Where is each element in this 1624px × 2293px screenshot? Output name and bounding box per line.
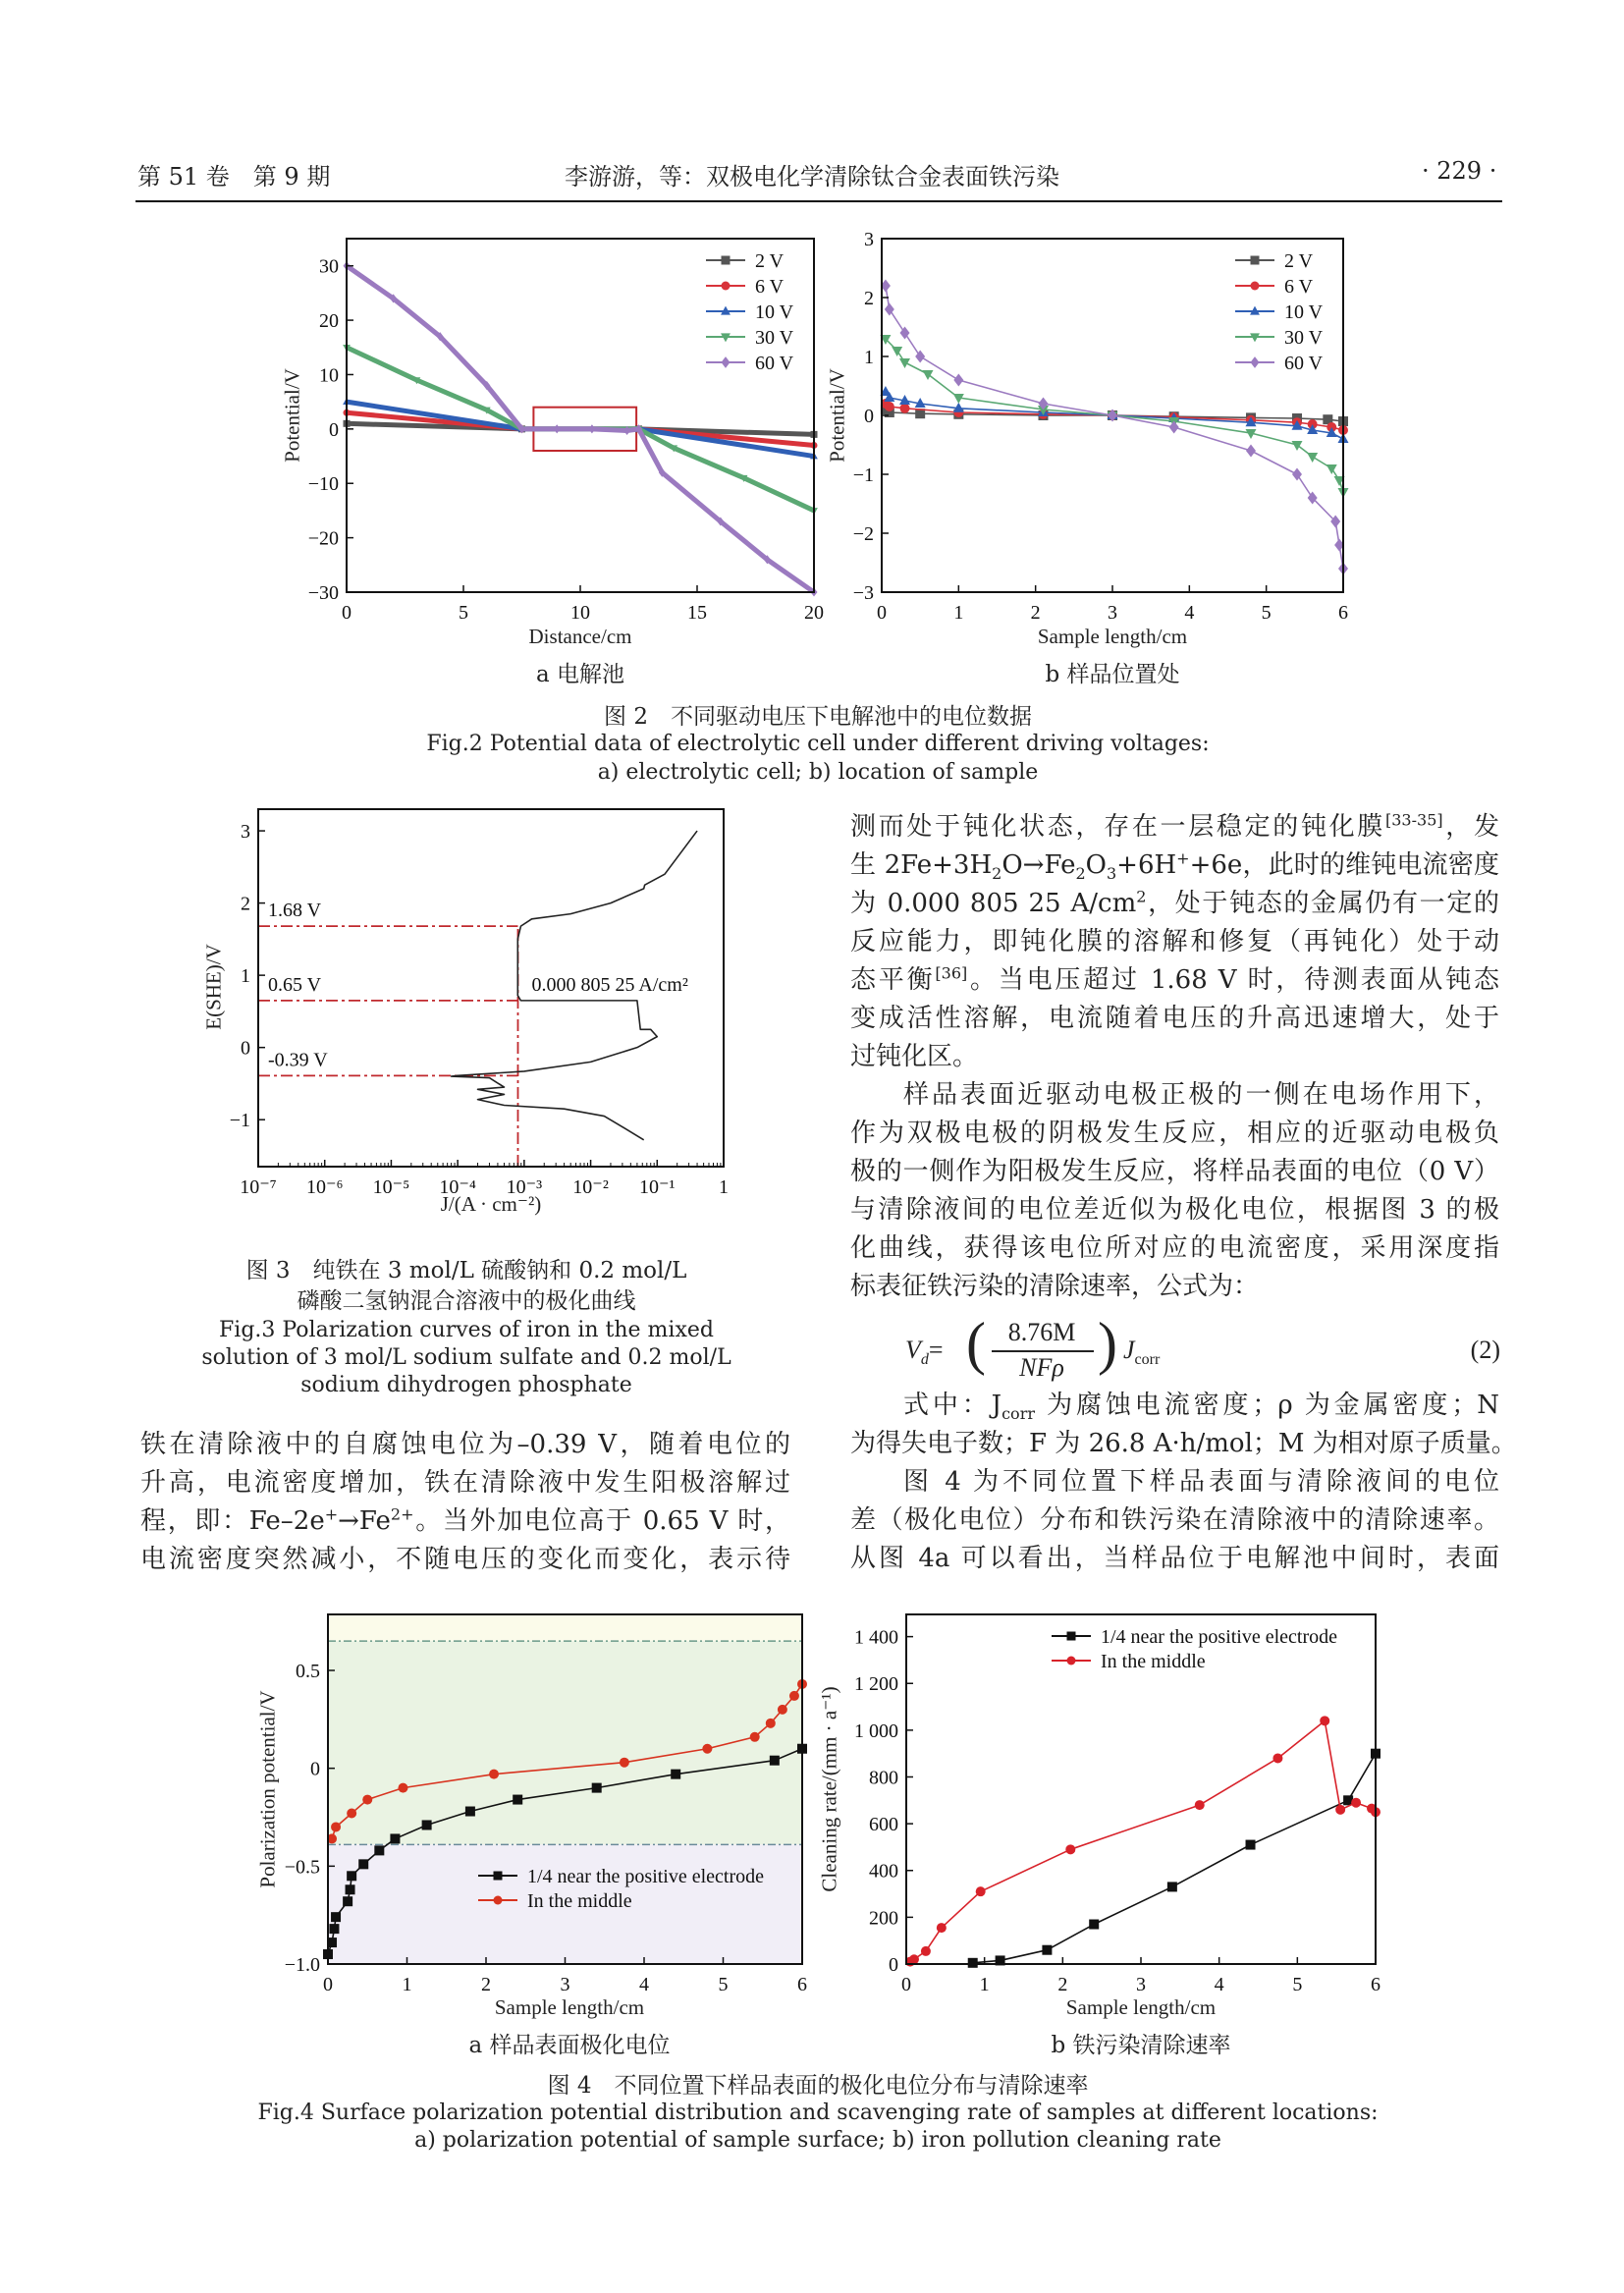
legend-label: 1/4 near the positive electrode	[527, 1866, 765, 1887]
text-run: ，处于钝态的金属仍有一定的	[1146, 889, 1499, 918]
data-point	[1065, 1844, 1075, 1854]
x-tick-label: 0	[342, 602, 352, 624]
text-run: 反应能力，即钝化膜的溶解和修复（再钝化）处于动	[850, 927, 1499, 956]
text-line	[140, 1541, 790, 1579]
text-line	[850, 885, 1499, 923]
fig4b-subcaption: b 铁污染清除速率	[1051, 2033, 1231, 2058]
x-tick-label: 4	[1214, 1974, 1224, 1995]
text-run: 测而处于钝化状态，存在一层稳定的钝化膜	[850, 812, 1385, 842]
fig4b-ylabel: Cleaning rate/(mm · a⁻¹)	[817, 1686, 841, 1892]
text-line	[850, 1076, 1499, 1115]
text-run: 差（极化电位）分布和铁污染在清除液中的清除速率。	[850, 1505, 1499, 1535]
y-tick-label: −3	[852, 582, 874, 604]
fig4-title-en-2: a) polarization potential of sample surface; b) iron pollution cleaning rate	[414, 2128, 1221, 2153]
data-point	[374, 1845, 384, 1855]
legend-label: 10 V	[1284, 301, 1324, 323]
x-tick-label: 10	[570, 602, 590, 624]
data-point	[1335, 1805, 1345, 1815]
text-line	[850, 1268, 1499, 1306]
y-tick-label: 0	[329, 418, 339, 441]
data-point	[1042, 1945, 1052, 1955]
data-point	[1320, 1716, 1329, 1725]
x-tick-label: 0	[323, 1974, 333, 1995]
text-run: 图 4 为不同位置下样品表面与清除液间的电位	[903, 1467, 1499, 1497]
y-tick-label: 0	[889, 1954, 898, 1976]
text-line	[850, 1540, 1499, 1578]
y-tick-label: −1	[852, 464, 874, 486]
x-tick-label: 10⁻²	[572, 1176, 609, 1198]
annotation-label: 0.65 V	[268, 973, 322, 996]
y-tick-label: 3	[241, 821, 250, 844]
data-point	[620, 1758, 629, 1768]
y-tick-label: 800	[869, 1767, 898, 1789]
x-tick-label: 5	[1292, 1974, 1303, 1995]
y-tick-label: 600	[869, 1814, 898, 1836]
formula-lhs: V	[905, 1336, 921, 1364]
fig3-xlabel: J/(A · cm⁻²)	[440, 1192, 542, 1216]
fig3-title-en-3: sodium dihydrogen phosphate	[300, 1373, 632, 1397]
left-paren: (	[966, 1311, 986, 1376]
formula-equals: =	[928, 1336, 944, 1364]
text-run: 式中：J	[903, 1391, 1002, 1420]
data-point	[346, 1884, 355, 1894]
legend-label: 30 V	[755, 327, 794, 349]
x-tick-label: 1	[953, 602, 964, 624]
legend-marker	[1251, 282, 1260, 291]
data-point	[750, 1732, 760, 1742]
background-band	[328, 1614, 802, 1641]
x-tick-label: 6	[1371, 1974, 1380, 1995]
fig3-chart	[230, 809, 729, 1198]
y-tick-label: 30	[319, 255, 339, 278]
fig3-title-en-2: solution of 3 mol/L sodium sulfate and 0.2 mol/L	[201, 1345, 731, 1370]
equation-number: (2)	[1470, 1336, 1500, 1364]
text-line	[850, 1501, 1499, 1540]
x-tick-label: 2	[481, 1974, 491, 1995]
data-point	[953, 374, 963, 387]
fig3-title-en: Fig.3 Polarization curves of iron in the mixed	[219, 1318, 714, 1342]
y-tick-label: −0.5	[284, 1856, 320, 1879]
text-sub: 2	[992, 864, 1002, 884]
y-tick-label: −30	[307, 582, 339, 604]
data-point	[1246, 445, 1256, 458]
legend-label: 6 V	[1284, 276, 1314, 298]
text-sub: 2	[1075, 864, 1086, 884]
data-point	[358, 1859, 368, 1869]
y-tick-label: 1	[241, 965, 250, 988]
data-point	[588, 424, 595, 433]
text-sup: 2	[1136, 887, 1147, 906]
data-point	[347, 1871, 356, 1881]
formula-numerator: 8.76M	[1007, 1318, 1076, 1346]
text-run: +6H	[1116, 850, 1177, 880]
y-tick-label: −20	[307, 527, 339, 550]
data-point	[390, 1833, 400, 1843]
data-point	[1169, 421, 1179, 434]
legend-marker	[722, 356, 731, 368]
data-point	[702, 1744, 712, 1754]
y-tick-label: −1	[229, 1110, 250, 1132]
equation-2	[905, 1311, 1500, 1385]
x-tick-label: 6	[797, 1974, 807, 1995]
legend-label: 10 V	[755, 301, 794, 323]
text-run: 标表征铁污染的清除速率，公式为：	[850, 1272, 1260, 1301]
data-point	[1351, 1798, 1361, 1808]
text-run: 。当电压超过 1.68 V 时，待测表面从钝态	[967, 965, 1499, 995]
x-tick-label: 10⁻¹	[639, 1176, 676, 1198]
y-tick-label: 200	[869, 1907, 898, 1930]
legend-label: 2 V	[1284, 250, 1314, 272]
legend-label: 30 V	[1284, 327, 1324, 349]
x-tick-label: 10⁻³	[506, 1176, 543, 1198]
text-sup: +	[1176, 848, 1190, 868]
x-tick-label: 15	[687, 602, 707, 624]
legend-label: 1/4 near the positive electrode	[1101, 1626, 1338, 1648]
x-tick-label: 6	[1338, 602, 1348, 624]
text-run: 为 0.000 805 25 A/cm	[850, 889, 1137, 918]
text-sub: 3	[1106, 864, 1117, 884]
annotation-label: 1.68 V	[268, 900, 322, 922]
text-run: 升高，电流密度增加，铁在清除液中发生阳极溶解过	[140, 1468, 790, 1498]
data-point	[766, 1719, 776, 1728]
y-tick-label: 400	[869, 1860, 898, 1883]
x-tick-label: 2	[1057, 1974, 1068, 1995]
legend-label: 60 V	[1284, 353, 1324, 374]
text-sup: +	[324, 1504, 339, 1524]
text-line	[140, 1464, 790, 1502]
fig2a-ylabel: Potential/V	[280, 368, 304, 463]
legend-marker	[494, 1896, 503, 1905]
formula-rhs-sub: corr	[1134, 1351, 1161, 1369]
text-run: 样品表面近驱动电极正极的一侧在电场作用下，	[903, 1080, 1499, 1110]
text-run: 过钝化区。	[850, 1042, 979, 1071]
x-tick-label: 20	[804, 602, 824, 624]
fig4a-chart	[285, 1614, 807, 1995]
data-point	[1272, 1753, 1282, 1763]
fig2-title-en: Fig.2 Potential data of electrolytic cell under different driving voltages:	[426, 732, 1210, 756]
y-tick-label: 1 200	[854, 1673, 898, 1696]
x-tick-label: 10⁻⁴	[439, 1176, 476, 1198]
y-tick-label: 10	[319, 364, 339, 387]
legend-marker	[1251, 256, 1260, 265]
x-tick-label: 2	[1030, 602, 1041, 624]
legend-label: 60 V	[755, 353, 794, 374]
left-column-text	[140, 1426, 790, 1579]
text-line	[850, 1463, 1499, 1501]
x-tick-label: 10⁻⁵	[372, 1176, 410, 1198]
data-point	[465, 1807, 475, 1817]
fig4a-ylabel: Polarization potential/V	[255, 1690, 280, 1888]
y-tick-label: 0	[864, 406, 874, 427]
text-run: ，发	[1442, 812, 1499, 842]
fig4-title-en: Fig.4 Surface polarization potential distribution and scavenging rate of samples at different locations:	[257, 2101, 1379, 2125]
text-line	[850, 1387, 1499, 1425]
data-point	[398, 1783, 407, 1793]
fig2b-chart	[853, 229, 1349, 624]
data-point	[900, 404, 910, 413]
data-point	[937, 1923, 947, 1933]
y-tick-label: −1.0	[284, 1954, 320, 1976]
x-tick-label: 5	[459, 602, 468, 624]
x-tick-label: 4	[1184, 602, 1195, 624]
text-run: O→Fe	[1001, 850, 1076, 880]
text-sup: [33-35]	[1385, 810, 1443, 830]
fig3-title-zh: 图 3 纯铁在 3 mol/L 硫酸钠和 0.2 mol/L	[245, 1258, 687, 1283]
text-line	[850, 808, 1499, 846]
text-run: 作为双极电极的阴极发生反应，相应的近驱动电极负	[850, 1119, 1499, 1148]
data-point	[331, 1912, 341, 1922]
legend-label: 2 V	[755, 250, 785, 272]
x-tick-label: 5	[1261, 602, 1272, 624]
text-run: O	[1085, 850, 1107, 880]
text-sup: [36]	[935, 963, 968, 983]
data-point	[789, 1691, 799, 1701]
x-tick-label: 0	[877, 602, 887, 624]
data-point	[347, 1809, 356, 1819]
fig4b-xlabel: Sample length/cm	[1065, 1995, 1217, 2019]
legend-label: 6 V	[755, 276, 785, 298]
data-point	[592, 1783, 602, 1793]
right-column-text	[850, 808, 1499, 1306]
fig2-title-zh: 图 2 不同驱动电压下电解池中的电位数据	[604, 704, 1032, 730]
annotation-label: -0.39 V	[268, 1049, 328, 1071]
text-run: 为腐蚀电流密度；ρ 为金属密度；N	[1034, 1391, 1499, 1420]
legend-marker	[1251, 356, 1260, 368]
x-tick-label: 1	[402, 1974, 412, 1995]
fig2b-ylabel: Potential/V	[825, 368, 849, 463]
data-point	[1089, 1920, 1099, 1930]
y-tick-label: 1 000	[854, 1720, 898, 1742]
data-point	[1195, 1800, 1205, 1810]
data-point	[1167, 1882, 1177, 1891]
formula-denominator: NFρ	[1019, 1353, 1064, 1382]
text-run: 极的一侧作为阳极发生反应，将样品表面的电位（0 V）	[850, 1157, 1499, 1186]
fig2a-chart	[308, 239, 824, 624]
y-tick-label: −2	[852, 523, 874, 545]
text-line	[850, 1229, 1499, 1268]
legend-label: In the middle	[527, 1890, 632, 1912]
legend-label: In the middle	[1101, 1651, 1206, 1672]
data-point	[1246, 1840, 1256, 1850]
x-tick-label: 0	[901, 1974, 911, 1995]
text-line	[850, 923, 1499, 961]
text-sup: 2+	[390, 1504, 414, 1524]
data-point	[554, 424, 561, 433]
series-line-0	[973, 1754, 1376, 1963]
text-line	[850, 1038, 1499, 1076]
data-point	[343, 1896, 352, 1906]
legend-marker	[1067, 1657, 1076, 1665]
text-line	[850, 1153, 1499, 1191]
data-point	[1307, 453, 1318, 463]
text-line	[850, 1425, 1517, 1463]
fig3-ylabel: E(SHE)/V	[201, 944, 226, 1030]
text-run: 程，即：Fe–2e	[140, 1506, 325, 1536]
legend-marker	[494, 1872, 503, 1881]
data-point	[885, 402, 894, 411]
data-point	[331, 1822, 341, 1831]
text-run: +6e，此时的维钝电流密度	[1189, 850, 1499, 880]
x-tick-label: 10⁻⁷	[240, 1176, 277, 1198]
text-line	[850, 961, 1499, 1000]
y-tick-label: −10	[307, 473, 339, 496]
fig2b-xlabel: Sample length/cm	[1037, 625, 1188, 648]
text-run: →Fe	[338, 1506, 391, 1536]
text-line	[140, 1502, 790, 1541]
formula-lhs-sub: d	[920, 1351, 929, 1369]
fig4a-xlabel: Sample length/cm	[494, 1995, 645, 2019]
text-run: 变成活性溶解，电流随着电压的升高迅速增大，处于	[850, 1004, 1499, 1033]
fig2a-subcaption: a 电解池	[535, 662, 625, 687]
page-number: · 229 ·	[1422, 157, 1497, 185]
text-run: 从图 4a 可以看出，当样品位于电解池中间时，表面	[850, 1544, 1499, 1573]
data-point	[976, 1886, 986, 1896]
text-line	[850, 846, 1499, 885]
legend-marker	[1067, 1632, 1076, 1641]
data-point	[513, 1795, 522, 1805]
x-tick-label: 4	[639, 1974, 649, 1995]
text-run: 为得失电子数；F 为 26.8 A·h/mol；M 为相对原子质量。	[850, 1429, 1517, 1458]
text-line	[140, 1426, 790, 1464]
data-point	[921, 1946, 931, 1956]
data-point	[770, 1756, 780, 1766]
text-run: 。当外加电位高于 0.65 V 时，	[413, 1506, 790, 1536]
series-line-1	[910, 1720, 1376, 1961]
data-point	[422, 1820, 432, 1829]
data-point	[362, 1795, 372, 1805]
text-sub: corr	[1001, 1404, 1035, 1424]
text-run: 态平衡	[850, 965, 936, 995]
y-tick-label: 3	[864, 229, 874, 250]
series-line-4	[886, 286, 1343, 569]
x-tick-label: 5	[718, 1974, 729, 1995]
legend-marker	[722, 282, 731, 291]
x-tick-label: 1	[979, 1974, 990, 1995]
y-tick-label: 1	[864, 347, 874, 368]
x-tick-label: 3	[1136, 1974, 1146, 1995]
fig3-title-zh-2: 磷酸二氢钠混合溶液中的极化曲线	[297, 1288, 636, 1314]
fig2-title-en-2: a) electrolytic cell; b) location of sample	[597, 760, 1039, 785]
data-point	[968, 1958, 978, 1968]
y-tick-label: 1 400	[854, 1626, 898, 1649]
text-line	[850, 1115, 1499, 1153]
y-tick-label: 2	[864, 288, 874, 309]
data-point	[489, 1770, 499, 1779]
x-tick-label: 3	[1108, 602, 1117, 624]
data-point	[1292, 441, 1303, 451]
series-line-4	[347, 266, 814, 592]
data-point	[329, 1924, 339, 1934]
text-line	[850, 1191, 1499, 1229]
text-run: 电流密度突然减小，不随电压的变化而变化，表示待	[140, 1545, 790, 1574]
fig4b-chart	[854, 1614, 1380, 1995]
text-line	[850, 1000, 1499, 1038]
running-title: 李游游，等：双极电化学清除钛合金表面铁污染	[565, 163, 1059, 191]
y-tick-label: 0	[241, 1037, 250, 1060]
text-run: 铁在清除液中的自腐蚀电位为–0.39 V，随着电位的	[140, 1430, 790, 1459]
fig2b-subcaption: b 样品位置处	[1045, 662, 1180, 687]
right-paren: )	[1098, 1311, 1117, 1376]
y-tick-label: 2	[241, 893, 250, 915]
fig2a-xlabel: Distance/cm	[528, 625, 632, 648]
text-run: 化曲线，获得该电位所对应的电流密度，采用深度指	[850, 1233, 1499, 1263]
legend-marker	[722, 256, 731, 265]
fig4-title-zh: 图 4 不同位置下样品表面的极化电位分布与清除速率	[547, 2073, 1089, 2099]
fig4a-subcaption: a 样品表面极化电位	[468, 2033, 671, 2058]
data-point	[778, 1705, 787, 1715]
journal-volume: 第 51 卷 第 9 期	[137, 163, 331, 191]
text-run: 生 2Fe+3H	[850, 850, 993, 880]
x-tick-label: 3	[560, 1974, 570, 1995]
annotation-label: 0.000 805 25 A/cm²	[531, 973, 688, 996]
data-point	[899, 358, 910, 368]
formula-rhs: J	[1123, 1336, 1135, 1364]
data-point	[909, 1954, 919, 1964]
x-tick-label: 10⁻⁶	[305, 1176, 344, 1198]
text-run: 与清除液间的电位差近似为极化电位，根据图 3 的极	[850, 1195, 1499, 1225]
data-point	[671, 1770, 680, 1779]
right-column-text-2	[850, 1387, 1517, 1578]
y-tick-label: 0.5	[296, 1661, 320, 1683]
x-tick-label: 1	[719, 1176, 729, 1198]
y-tick-label: 0	[310, 1758, 320, 1780]
data-point	[923, 370, 934, 380]
y-tick-label: 20	[319, 310, 339, 333]
fraction-bar	[992, 1350, 1094, 1352]
